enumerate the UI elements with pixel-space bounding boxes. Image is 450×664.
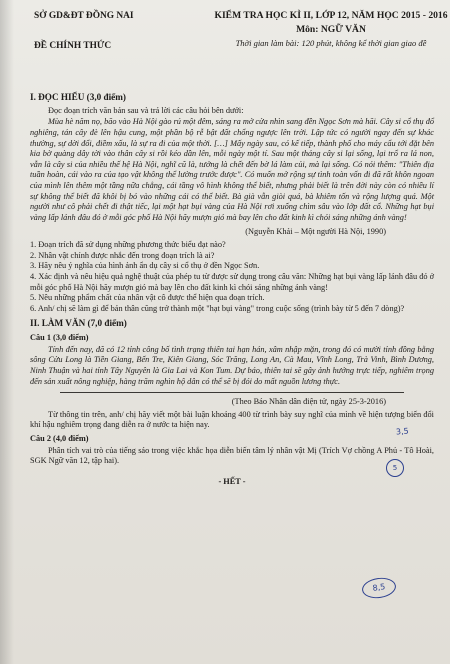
header-right: [206, 10, 450, 48]
exam-header: [30, 10, 448, 88]
reading-passage: Mùa hè năm nọ, bão vào Hà Nội gào rú một đêm, sáng ra mở cửa nhìn sang đền Ngọc Sơn mà hãi. Cây si cổ thụ đổ nghiêng, tán cây đè lên hậu cung, một phần bộ rễ bật đất chổng ngược lên trời. Lập tức có người ngay đến sự khác thường, sự dời đổi, điềm xấu, là sự ra đi của một thời. […] Mấy ngày sau, có kế tiếp, thành phố cho máy cẩu tới đặt bên kia bờ quàng dây tời vào thân cây si rồi kéo dần lên, mỗi ngày một tí. Sau một tháng cây si lại sống, lại trổ ra lá non, vẫn là cây si của nhiều thế hệ Hà Nội, nghĩ cũ là, tướng là chết đến bờ lá làm củi, mà lại sống. Có nói thêm: "Thiên địa tuần hoàn, cái vào ra của tạo vật không thể lường trước được". Có muốn mở rộng sự tình toàn vốn đi đã rất khôn ngoan của mình lên thêm một tầng nữa chẳng, cái tầng vô hình không thể biết, nhưng phải biết là trên đời này còn có nhiều lí sự không thể biết đã khôi bị bó vào những cái có thể biết. Bà già vẫn giòi quá, bà khiêm tốn và rộng lượng quá. Một người như cô phải chết đi thật tiếc, lại một hạt bụi vàng của Hà Nội rơi xuống chìm sâu vào lớp đất cổ. Những hạt bụi vàng lấp lánh đâu đó ở mỗi góc phố Hà Nội hãy mượn gió mà bay lên cho đất kinh kì chói sáng những ánh vàng!: [30, 117, 434, 222]
section-reading-title: I. ĐỌC HIỂU (3,0 điểm): [30, 92, 126, 102]
end-marker: - HẾT -: [218, 476, 246, 486]
cau1-task: Từ thông tin trên, anh/ chị hãy viết một bài luận khoảng 400 từ trình bày suy nghĩ của mình về hiện tượng biến đổi khí hậu nghiêm trọng đang diễn ra ở nước ta hiện nay.: [30, 409, 434, 430]
section-writing-title: II. LÀM VĂN (7,0 điểm): [30, 318, 127, 329]
exam-title: KIỂM TRA HỌC KÌ II, LỚP 12, NĂM HỌC 2015 - 2016: [214, 10, 448, 21]
cau2-title: Câu 2 (4,0 điểm): [30, 433, 89, 443]
question-1: 1. Đoạn trích đã sử dụng những phương thức biểu đạt nào?: [30, 240, 226, 250]
header-left: [34, 10, 134, 70]
divider: [60, 392, 404, 393]
subject-label: Môn: NGỮ VĂN: [296, 24, 366, 36]
cau1-source: (Theo Báo Nhân dân điện tử, ngày 25-3-2016): [231, 397, 386, 407]
page-shadow: [0, 0, 14, 664]
reading-intro: Đọc đoạn trích văn bản sau và trả lời các câu hỏi bên dưới:: [48, 105, 244, 115]
cau1-title: Câu 1 (3,0 điểm): [30, 333, 89, 343]
question-2: 2. Nhân vật chính được nhắc đến trong đoạn trích là ai?: [30, 250, 215, 260]
department-name: SỞ GD&ĐT ĐỒNG NAI: [34, 11, 134, 21]
passage-source: (Nguyễn Khải – Một người Hà Nội, 1990): [245, 227, 386, 237]
question-6: 6. Anh/ chị sẽ làm gì để bản thân cũng trở thành một "hạt bụi vàng" trong cuộc sống (trình bày từ 5 đến 7 dòng)?: [30, 303, 405, 313]
cau1-quote: Tính đến nay, đã có 12 tỉnh công bố tình trạng thiên tai hạn hán, xâm nhập mặn, trong đó có mười tỉnh đồng bằng sông Cửu Long là Tiền Giang, Bến Tre, Kiên Giang, Sóc Trăng, Long An, Cà Mau, Vĩnh Long, Trà Vinh, Bình Dương, Ninh Thuận và hai tỉnh Tây Nguyên là Gia Lai và Kon Tum. Dự báo, thiên tai sẽ gây ảnh hưởng trực tiếp, nghiêm trọng đến sản xuất nông nghiệp, hàng trăm nghìn hộ dân có thể sẽ bị đói do mất nguồn lương thực.: [30, 344, 434, 386]
official-label: ĐỀ CHÍNH THỨC: [34, 41, 112, 52]
handwritten-score-1: 3,5: [395, 426, 409, 437]
handwritten-score-3: 8,5: [361, 576, 397, 601]
cau2-task: Phân tích vai trò của tiếng sáo trong việc khắc họa diễn biến tâm lý nhân vật Mị (Trích Vợ chồng A Phủ - Tô Hoài, SGK Ngữ văn 12, tập hai).: [30, 445, 434, 466]
handwritten-score-2: 5: [386, 459, 404, 477]
question-3: 3. Hãy nêu ý nghĩa của hình ảnh ẩn dụ cây si cổ thụ ở đền Ngọc Sơn.: [30, 261, 260, 271]
question-4: 4. Xác định và nêu hiệu quả nghệ thuật của phép tu từ được sử dụng trong câu văn: Những hạt bụi vàng lấp lánh đâu đó ở mỗi góc phố Hà Nội hãy mượn gió mà bay lên cho đất kinh kì chói sáng những ánh vàng!: [30, 271, 434, 292]
time-note: Thời gian làm bài: 120 phút, không kể thời gian giao đề: [235, 37, 427, 48]
question-5: 5. Nêu những phẩm chất của nhân vật cô được thể hiện qua đoạn trích.: [30, 293, 265, 303]
